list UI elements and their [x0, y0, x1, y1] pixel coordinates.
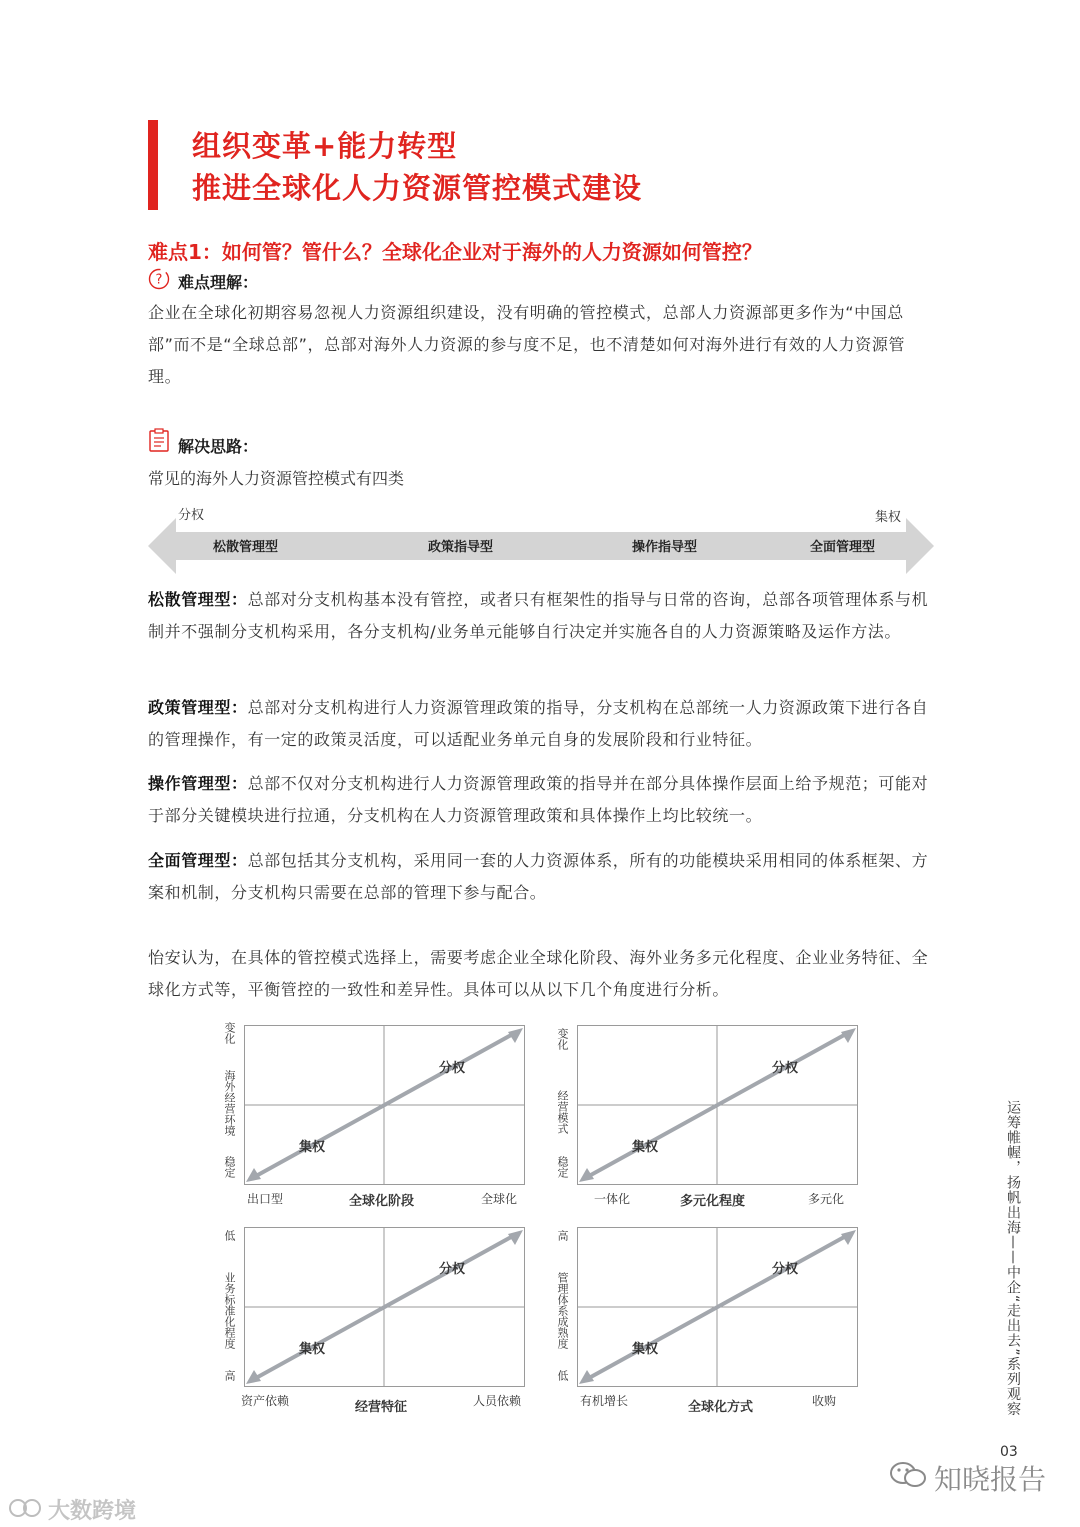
y-axis-top: 变化 — [556, 1028, 569, 1050]
page-title-line1: 组织变革+能力转型 — [192, 129, 458, 163]
mode-name: 操作管理型： — [148, 774, 248, 793]
understanding-heading: 难点理解： — [178, 273, 259, 292]
svg-text:?: ? — [155, 272, 163, 288]
quadrant-chart-1 — [213, 1018, 533, 1214]
quadrant-chart-4 — [546, 1220, 866, 1416]
y-axis-top: 低 — [223, 1230, 236, 1241]
series-side-title: 运筹帷幄，扬帆出海——中企“走出去”系列观察 — [1005, 1100, 1021, 1417]
quadrant-chart-3 — [213, 1220, 533, 1416]
y-axis-title: 管理体系成熟度 — [556, 1272, 569, 1349]
x-axis-left: 出口型 — [247, 1192, 284, 1206]
x-axis-right: 全球化 — [481, 1192, 518, 1206]
y-axis-top: 高 — [556, 1230, 569, 1241]
mode-description — [148, 845, 933, 909]
wechat-icon — [888, 1460, 928, 1490]
quadrant-grid — [577, 1227, 859, 1388]
x-axis-title: 全球化方式 — [688, 1400, 754, 1415]
mode-name: 政策管理型： — [148, 698, 248, 717]
question-heading: 难点1：如何管？管什么？全球化企业对于海外的人力资源如何管控？ — [148, 240, 762, 264]
y-axis-top: 变化 — [223, 1022, 236, 1044]
mode-text: 总部对分支机构基本没有管控，或者只有框架性的指导与日常的咨询，总部各项管理体系与机制并不强制分支机构采用，各分支机构/业务单元能够自行决定并实施各自的人力资源策略及运作方法。 — [148, 590, 929, 641]
y-axis-bottom: 低 — [556, 1370, 569, 1381]
quadrant-chart-2 — [546, 1018, 866, 1214]
mode-name: 全面管理型： — [148, 851, 248, 870]
quadrant-lower-label: 集权 — [632, 1342, 659, 1357]
quadrant-lower-label: 集权 — [299, 1342, 326, 1357]
y-axis-title: 海外经营环境 — [223, 1070, 236, 1136]
x-axis-left: 资产依赖 — [241, 1394, 290, 1408]
x-axis-title: 经营特征 — [355, 1400, 408, 1415]
x-axis-title: 多元化程度 — [680, 1194, 746, 1209]
y-axis-bottom: 高 — [223, 1370, 236, 1381]
page-number: 03 — [1000, 1444, 1018, 1460]
solution-heading: 解决思路： — [178, 437, 259, 456]
question-mark-icon — [148, 268, 170, 290]
quadrant-grid — [577, 1025, 859, 1186]
conclusion-text: 怡安认为，在具体的管控模式选择上，需要考虑企业全球化阶段、海外业务多元化程度、企业业务特征、全球化方式等，平衡管控的一致性和差异性。具体可以从以下几个角度进行分析。 — [148, 948, 929, 999]
spectrum-item: 全面管理型 — [810, 540, 876, 555]
mode-name: 松散管理型： — [148, 590, 248, 609]
watermark-left: 大数跨境 — [48, 1499, 137, 1524]
y-axis-bottom: 稳定 — [556, 1156, 569, 1178]
y-axis-title: 业务标准化程度 — [223, 1272, 236, 1349]
spectrum-item: 政策指导型 — [428, 540, 494, 555]
quadrant-upper-label: 分权 — [439, 1061, 466, 1076]
title-accent-bar — [148, 120, 158, 210]
y-axis-bottom: 稳定 — [223, 1156, 236, 1178]
mode-description — [148, 584, 933, 648]
quadrant-lower-label: 集权 — [632, 1140, 659, 1155]
page-title-line2: 推进全球化人力资源管控模式建设 — [192, 171, 643, 205]
x-axis-right: 多元化 — [808, 1192, 845, 1206]
spectrum-left-label: 分权 — [178, 508, 205, 523]
quadrant-grid — [244, 1227, 526, 1388]
quadrant-upper-label: 分权 — [439, 1262, 466, 1277]
quadrant-upper-label: 分权 — [772, 1061, 799, 1076]
mode-text: 总部包括其分支机构，采用同一套的人力资源体系，所有的功能模块采用相同的体系框架、方案和机制，分支机构只需要在总部的管理下参与配合。 — [148, 851, 929, 902]
brand-logo-icon — [8, 1496, 44, 1520]
x-axis-title: 全球化阶段 — [349, 1194, 415, 1209]
quadrant-grid — [244, 1025, 526, 1186]
mode-description — [148, 768, 933, 832]
mode-text: 总部不仅对分支机构进行人力资源管理政策的指导并在部分具体操作层面上给予规范；可能对于部分关键模块进行拉通，分支机构在人力资源管理政策和具体操作上均比较统一。 — [148, 774, 929, 825]
spectrum-item: 松散管理型 — [213, 540, 279, 555]
x-axis-right: 收购 — [812, 1394, 837, 1408]
spectrum-right-label: 集权 — [875, 510, 902, 525]
x-axis-right: 人员依赖 — [473, 1394, 522, 1408]
spectrum-item: 操作指导型 — [632, 540, 698, 555]
x-axis-left: 有机增长 — [580, 1394, 629, 1408]
y-axis-title: 经营模式 — [556, 1090, 569, 1134]
quadrant-upper-label: 分权 — [772, 1262, 799, 1277]
clipboard-icon — [148, 428, 170, 452]
understanding-text: 企业在全球化初期容易忽视人力资源组织建设，没有明确的管控模式，总部人力资源部更多作为“中国总部”而不是“全球总部”，总部对海外人力资源的参与度不足，也不清楚如何对海外进行有效的人力资源管理。 — [148, 303, 906, 386]
watermark-right: 知晓报告 — [934, 1463, 1047, 1496]
mode-description — [148, 692, 933, 756]
mode-text: 总部对分支机构进行人力资源管理政策的指导，分支机构在总部统一人力资源政策下进行各自的管理操作，有一定的政策灵活度，可以适配业务单元自身的发展阶段和行业特征。 — [148, 698, 929, 749]
quadrant-lower-label: 集权 — [299, 1140, 326, 1155]
x-axis-left: 一体化 — [594, 1192, 631, 1206]
solution-intro: 常见的海外人力资源管控模式有四类 — [148, 469, 405, 488]
